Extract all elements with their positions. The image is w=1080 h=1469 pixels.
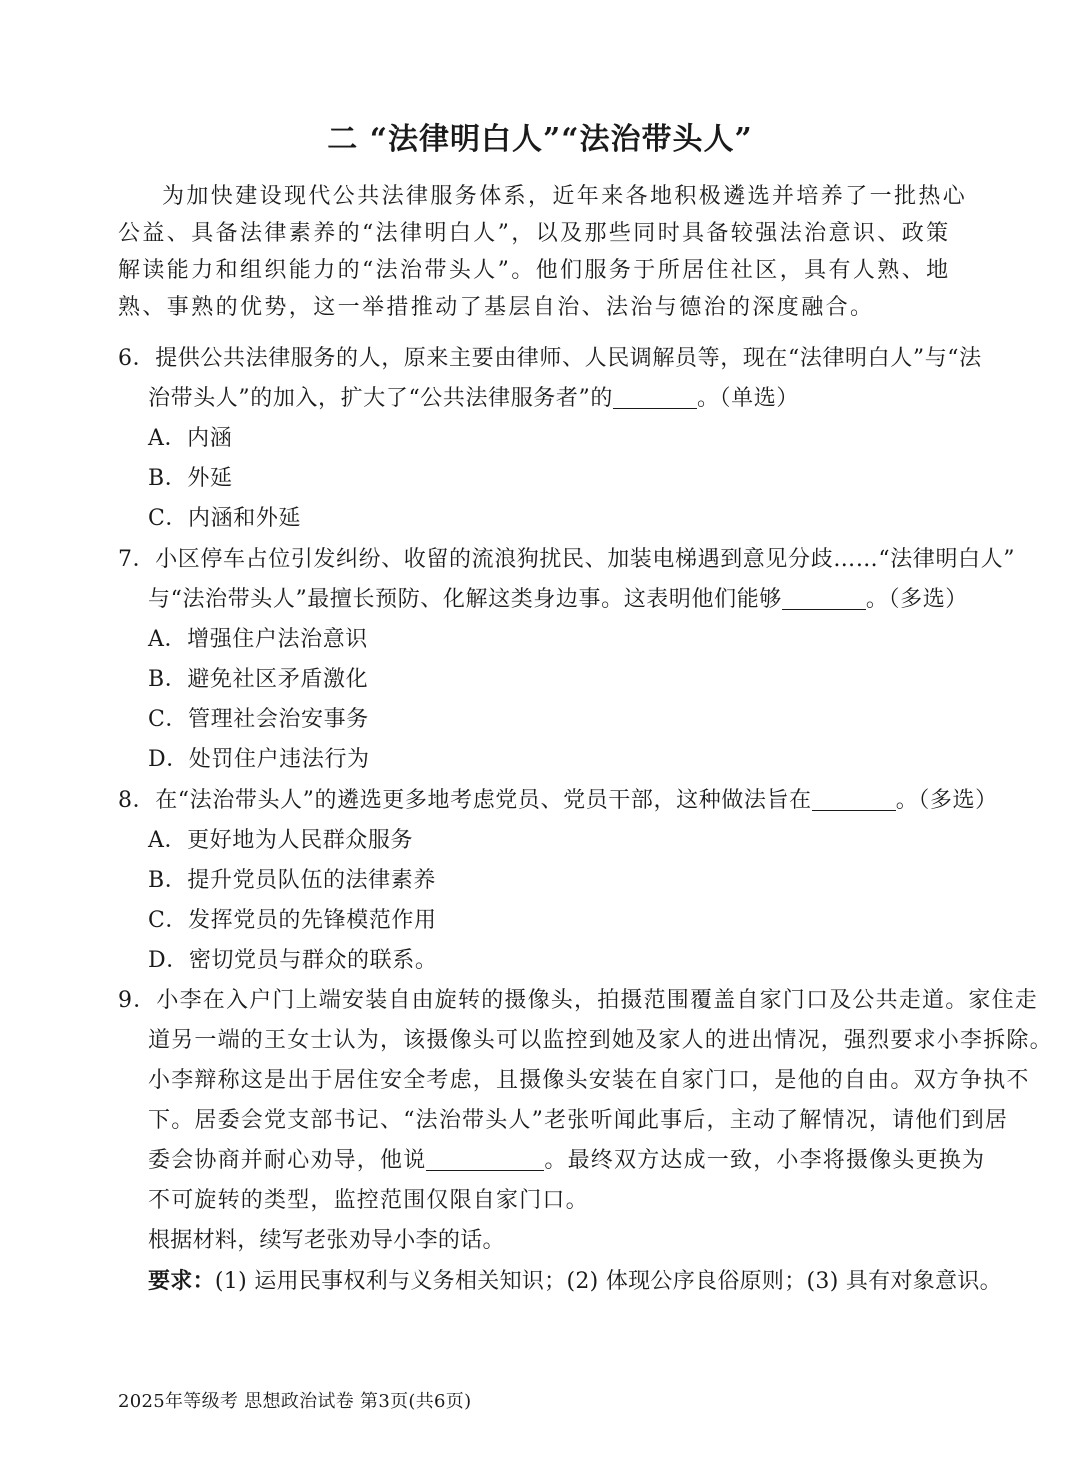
question-6-stem-text: 治带头人”的加入，扩大了“公共法律服务者”的	[148, 386, 613, 411]
section-title: 二 “法律明白人”“法治带头人”	[327, 122, 753, 157]
intro-paragraph: 为加快建设现代公共法律服务体系，近年来各地积极遴选并培养了一批热心公益、具备法律素养的“法律明白人”，以及那些同时具备较强法治意识、政策解读能力和组织能力的“法治带头人”。他们服务于所居住社区，具有人熟、地熟、事熟的优势，这一举措推动了基层自治、法治与德治的深度融合。	[118, 184, 968, 320]
question-9	[118, 981, 1053, 1301]
question-6	[118, 339, 982, 539]
question-9-requirements	[118, 1261, 1002, 1301]
page-footer: 2025年等级考 思想政治试卷 第3页(共6页)	[118, 1391, 472, 1412]
option-a: A．增强住户法治意识	[148, 627, 368, 652]
question-9-line5-text: 委会协商并耐心劝导，他说	[148, 1148, 427, 1173]
option-a: A．更好地为人民群众服务	[148, 828, 414, 853]
question-8-stem-line1	[118, 781, 998, 821]
question-7-stem-line1: 7．小区停车占位引发纠纷、收留的流浪狗扰民、加装电梯遇到意见分歧……“法律明白人”	[118, 547, 1016, 572]
answer-blank	[426, 1146, 544, 1171]
option-b: B．外延	[148, 466, 233, 491]
answer-blank	[613, 384, 697, 409]
question-9-line1: 9．小李在入户门上端安装自由旋转的摄像头，拍摄范围覆盖自家门口及公共走道。家住走	[118, 988, 1038, 1013]
question-9-line4: 下。居委会党支部书记、“法治带头人”老张听闻此事后，主动了解情况，请他们到居	[148, 1108, 1009, 1133]
question-9-line2: 道另一端的王女士认为，该摄像头可以监控到她及家人的进出情况，强烈要求小李拆除。	[148, 1028, 1053, 1053]
question-7-stem-line2	[118, 580, 968, 620]
question-7	[118, 540, 1016, 780]
option-d: D．密切党员与群众的联系。	[148, 948, 438, 973]
answer-blank	[812, 786, 896, 811]
option-d: D．处罚住户违法行为	[148, 747, 370, 772]
requirements-text: (1) 运用民事权利与义务相关知识；(2) 体现公序良俗原则；(3) 具有对象意识。	[214, 1269, 1002, 1294]
question-8-type: 。（多选）	[895, 788, 998, 813]
option-a: A．内涵	[148, 426, 233, 451]
option-c: C．内涵和外延	[148, 506, 302, 531]
question-8-stem-text: 8．在“法治带头人”的遴选更多地考虑党员、党员干部，这种做法旨在	[118, 788, 812, 813]
question-9-instruction: 根据材料，续写老张劝导小李的话。	[148, 1228, 505, 1253]
question-7-type: 。（多选）	[865, 587, 968, 612]
question-6-type: 。（单选）	[696, 386, 799, 411]
option-b: B．避免社区矛盾激化	[148, 667, 369, 692]
option-c: C．发挥党员的先锋模范作用	[148, 908, 437, 933]
answer-blank	[782, 585, 866, 610]
question-9-line5-tail: 。最终双方达成一致，小李将摄像头更换为	[544, 1148, 986, 1173]
question-9-line6: 不可旋转的类型，监控范围仅限自家门口。	[148, 1188, 589, 1213]
question-6-stem-line1: 6．提供公共法律服务的人，原来主要由律师、人民调解员等，现在“法律明白人”与“法	[118, 346, 982, 371]
requirements-label: 要求：	[148, 1268, 215, 1294]
question-8	[118, 781, 998, 981]
option-b: B．提升党员队伍的法律素养	[148, 868, 436, 893]
question-6-stem-line2	[118, 379, 968, 419]
question-7-stem-text: 与“法治带头人”最擅长预防、化解这类身边事。这表明他们能够	[148, 587, 782, 612]
question-9-line5	[118, 1141, 986, 1181]
question-9-line3: 小李辩称这是出于居住安全考虑，且摄像头安装在自家门口，是他的自由。双方争执不	[148, 1068, 1030, 1093]
option-c: C．管理社会治安事务	[148, 707, 369, 732]
